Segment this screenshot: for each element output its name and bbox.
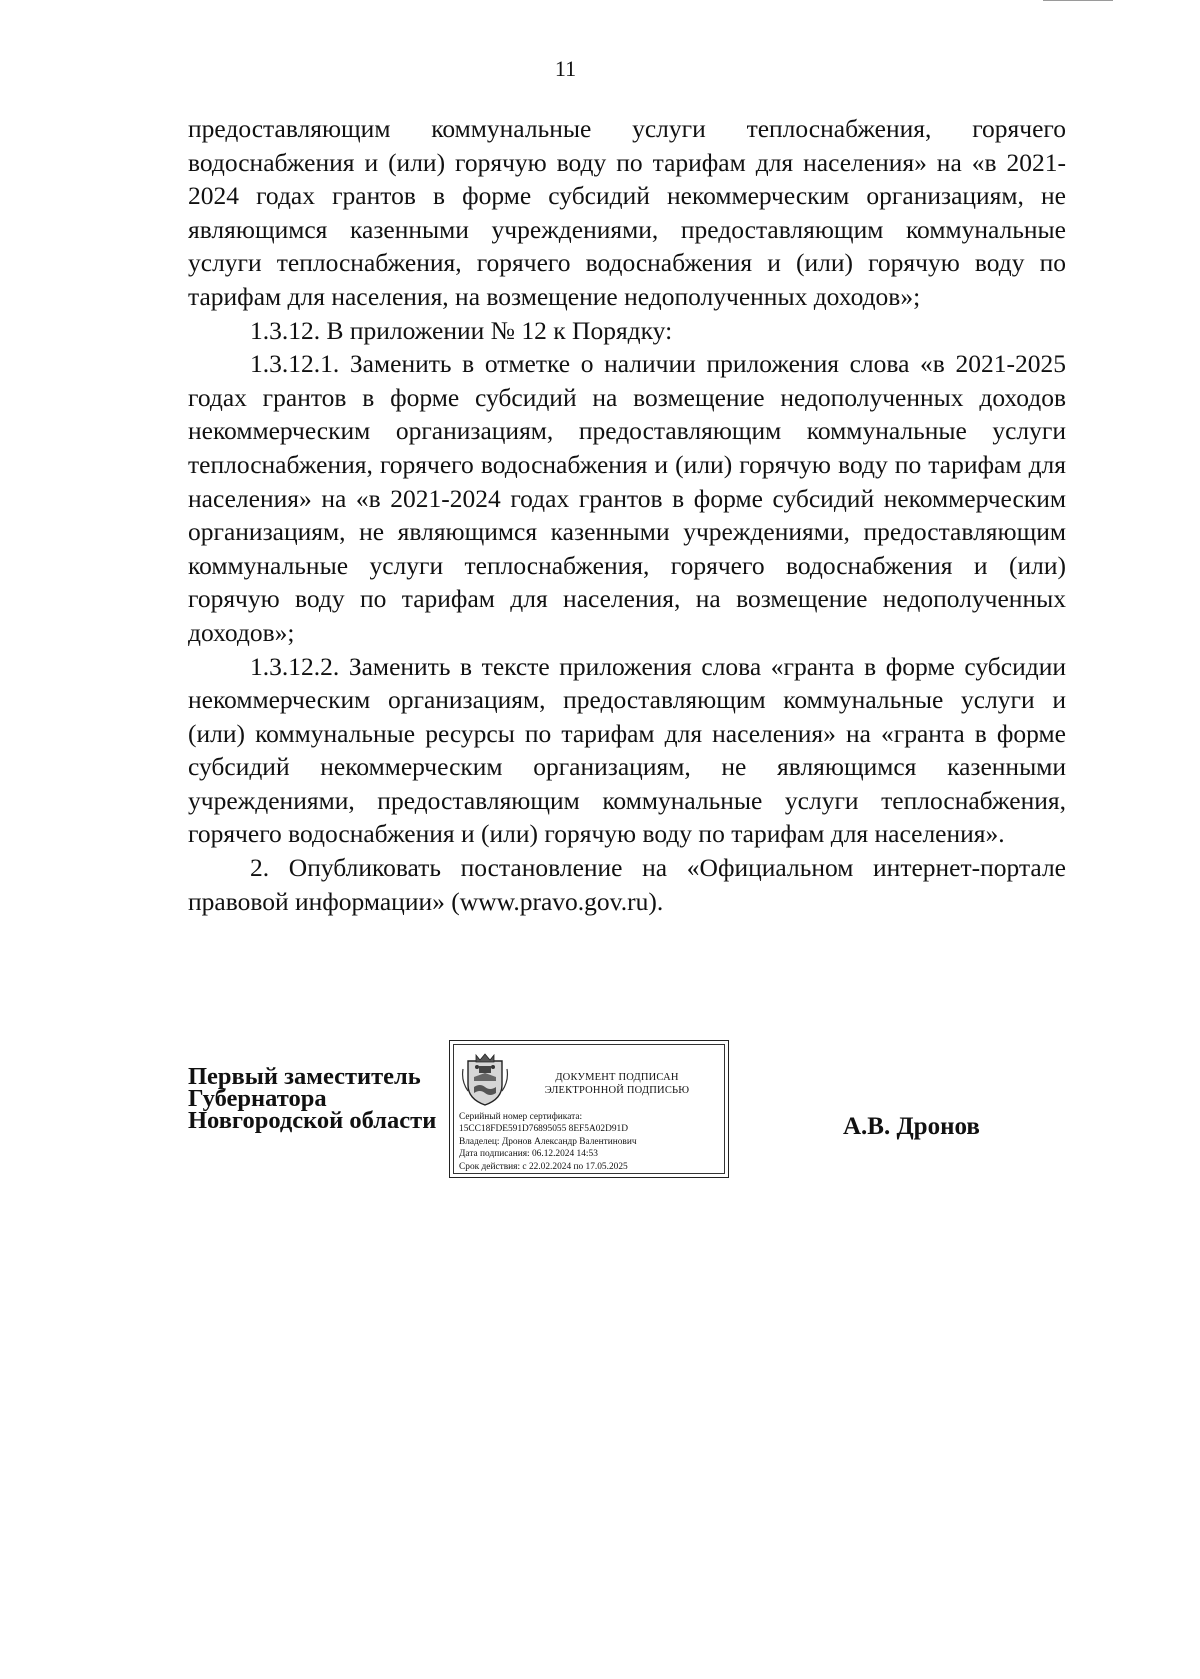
stamp-header — [516, 1071, 718, 1097]
stamp-header-line: ЭЛЕКТРОННОЙ ПОДПИСЬЮ — [544, 1085, 690, 1096]
signer-position-line: Первый заместитель — [188, 1063, 421, 1090]
electronic-signature-stamp — [449, 1040, 729, 1178]
document-body — [188, 112, 1066, 918]
body-paragraph-continuation: предоставляющим коммунальные услуги теплоснабжения, горячего водоснабжения и (или) горячую воду по тарифам для населения» на «в 2021-2024 годах грантов в форме субсидий некоммерческим организациям, не являющимся казенными учреждениями, предоставляющим коммунальные услуги теплоснабжения, горячего водоснабжения и (или) горячую воду по тарифам для населения, на возмещение недополученных доходов»; — [188, 114, 1066, 311]
certificate-validity: Срок действия: с 22.02.2024 по 17.05.2025 — [459, 1161, 628, 1172]
body-paragraph-publish: 2. Опубликовать постановление на «Официальном интернет-портале правовой информации» (www.pravo.gov.ru). — [188, 853, 1066, 916]
certificate-serial-label: Серийный номер сертификата: — [459, 1112, 583, 1122]
stamp-frame — [453, 1044, 725, 1174]
page-number: 11 — [554, 56, 577, 81]
stamp-header-line: ДОКУМЕНТ ПОДПИСАН — [555, 1072, 679, 1083]
signer-name: А.В. Дронов — [843, 1113, 980, 1140]
signer-position — [188, 1063, 437, 1134]
certificate-owner: Владелец: Дронов Александр Валентинович — [459, 1136, 637, 1147]
body-paragraph-1-3-12-2: 1.3.12.2. Заменить в тексте приложения слова «гранта в форме субсидии некоммерческим организациям, предоставляющим коммунальные услуги и (или) коммунальные ресурсы по тарифам для населения» на «гранта в форме субсидий некоммерческим организациям, не являющимся казенными учреждениями, предоставляющим коммунальные услуги теплоснабжения, горячего водоснабжения и (или) горячую воду по тарифам для населения». — [188, 651, 1066, 849]
signer-position-line: Губернатора — [188, 1085, 327, 1112]
body-paragraph-1-3-12-1: 1.3.12.1. Заменить в отметке о наличии приложения слова «в 2021-2025 годах грантов в форме субсидий на возмещение недополученных доходов некоммерческим организациям, предоставляющим коммунальные услуги теплоснабжения, горячего водоснабжения и (или) горячую воду по тарифам для населения» на «в 2021-2024 годах грантов в форме субсидий некоммерческим организациям, не являющимся казенными учреждениями, предоставляющим коммунальные услуги теплоснабжения, горячего водоснабжения и (или) горячую воду по тарифам для населения, на возмещение недополученных доходов»; — [188, 349, 1066, 647]
signing-date: Дата подписания: 06.12.2024 14:53 — [459, 1149, 598, 1160]
stamp-details — [459, 1111, 720, 1173]
certificate-serial-value: 15CC18FDE591D76895055 8EF5A02D91D — [459, 1124, 629, 1135]
novgorod-coat-of-arms-icon — [460, 1051, 510, 1107]
signer-position-line: Новгородской области — [188, 1107, 437, 1134]
scan-corner-mark — [1043, 0, 1113, 1]
body-paragraph-1-3-12: 1.3.12. В приложении № 12 к Порядку: — [250, 315, 673, 345]
